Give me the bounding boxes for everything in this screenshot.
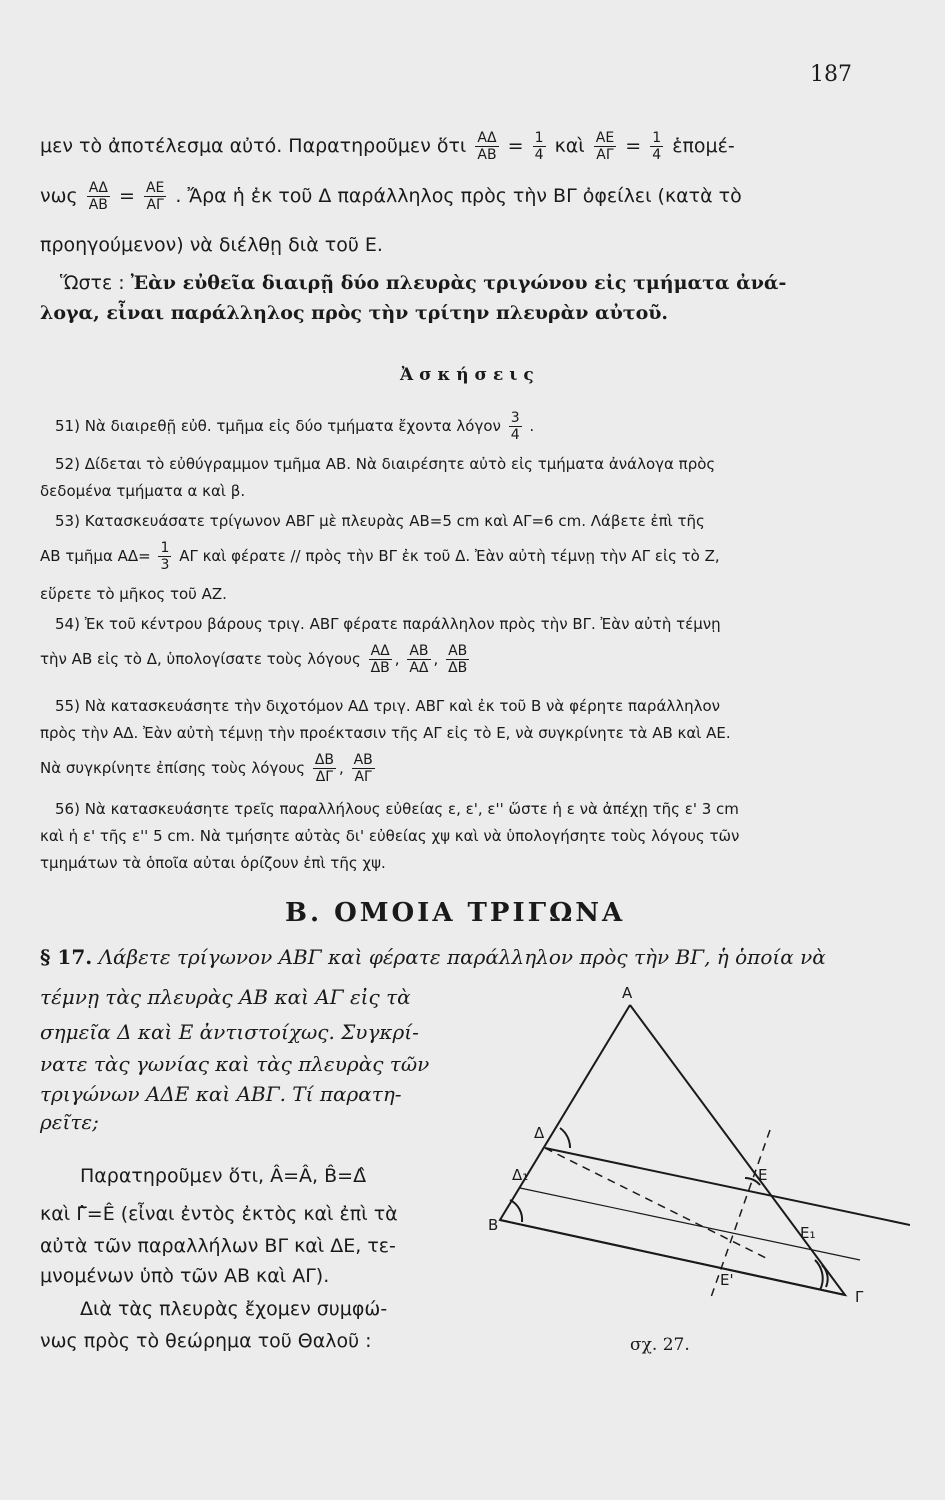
paragraph-17-line-6: ρεῖτε; bbox=[40, 1110, 99, 1134]
observation-line-2: καὶ Γ̂=Ê (εἶναι ἐντὸς ἐκτὸς καὶ ἐπὶ τὰ bbox=[40, 1203, 398, 1225]
paragraph-17-line-1: § 17. Λάβετε τρίγωνον ΑΒΓ καὶ φέρατε παράλληλον πρὸς τὴν ΒΓ, ἡ ὁποία νὰ bbox=[40, 945, 826, 969]
fraction-db-dg: $\frac{\Delta B}{\Delta\Gamma}$ bbox=[314, 752, 334, 785]
exercise-53-line-2: ΑΒ τμῆμα ΑΔ= $\frac{1}{3}$ ΑΓ καὶ φέρατε // πρὸς τὴν ΒΓ ἐκ τοῦ Δ. Ἐὰν αὐτὴ τέμνῃ τὴν ΑΓ εἰς τὸ Ζ, bbox=[40, 540, 720, 573]
label-e1: Ε₁ bbox=[800, 1224, 816, 1242]
exercise-55-line-3: Νὰ συγκρίνητε ἐπίσης τοὺς λόγους $\frac{\Delta B}{\Delta\Gamma}$ , $\frac{AB}{A\Gamma}$ bbox=[40, 752, 373, 785]
fraction-ad-ab: $\frac{A\Delta}{AB}$ bbox=[88, 180, 108, 213]
figure-27-triangle bbox=[470, 960, 910, 1360]
label-e-prime: Ε' bbox=[720, 1271, 734, 1289]
exercise-55-line-2: πρὸς τὴν ΑΔ. Ἐὰν αὐτὴ τέμνῃ τὴν προέκτασιν τῆς ΑΓ εἰς τὸ Ε, νὰ συγκρίνητε τὰ ΑΒ καὶ ΑΕ. bbox=[40, 724, 731, 742]
fraction-three-quarters: $\frac{3}{4}$ bbox=[510, 410, 520, 443]
fraction-one-quarter: $\frac{1}{4}$ bbox=[652, 130, 662, 163]
observation-line-4: μνομένων ὑπὸ τῶν ΑΒ καὶ ΑΓ). bbox=[40, 1265, 330, 1287]
fraction-one-quarter: $\frac{1}{4}$ bbox=[534, 130, 544, 163]
label-d: Δ bbox=[534, 1124, 545, 1142]
paragraph-17-line-4: νατε τὰς γωνίας καὶ τὰς πλευρὰς τῶν bbox=[40, 1052, 430, 1076]
fraction-ad-ab: $\frac{A\Delta}{AB}$ bbox=[477, 130, 497, 163]
section-title: Β. ΟΜΟΙΑ ΤΡΙΓΩΝΑ bbox=[285, 898, 626, 928]
text-line-2: νως $\frac{A\Delta}{AB}$ = $\frac{AE}{A\Gamma}$ . Ἄρα ἡ ἐκ τοῦ Δ παράλληλος πρὸς τὴν ΒΓ ὀφείλει (κατὰ τὸ bbox=[40, 180, 742, 213]
fraction-ab-ad: $\frac{AB}{A\Delta}$ bbox=[409, 643, 429, 676]
fraction-ad-db: $\frac{A\Delta}{\Delta B}$ bbox=[370, 643, 390, 676]
paragraph-17-line-3: σημεῖα Δ καὶ Ε ἀντιστοίχως. Συγκρί- bbox=[40, 1020, 419, 1044]
exercise-51: 51) Νὰ διαιρεθῇ εὐθ. τμῆμα εἰς δύο τμήματα ἔχοντα λόγον $\frac{3}{4}$ . bbox=[55, 410, 535, 443]
exercise-54-line-1: 54) Ἐκ τοῦ κέντρου βάρους τριγ. ΑΒΓ φέρατε παράλληλον πρὸς τὴν ΒΓ. Ἐὰν αὐτὴ τέμνῃ bbox=[55, 615, 721, 633]
label-b: Β bbox=[488, 1216, 499, 1234]
angle-mark-d bbox=[560, 1128, 570, 1148]
angle-mark-b bbox=[510, 1200, 522, 1222]
text-line-3: προηγούμενον) νὰ διέλθῃ διὰ τοῦ Ε. bbox=[40, 234, 383, 256]
fraction-ae-ag: $\frac{AE}{A\Gamma}$ bbox=[595, 130, 615, 163]
paragraph-17-line-2: τέμνῃ τὰς πλευρὰς ΑΒ καὶ ΑΓ εἰς τὰ bbox=[40, 985, 411, 1009]
label-a: Α bbox=[622, 984, 633, 1002]
exercise-52-line-2: δεδομένα τμήματα α καὶ β. bbox=[40, 482, 246, 500]
exercise-54-line-2: τὴν ΑΒ εἰς τὸ Δ, ὑπολογίσατε τοὺς λόγους $\frac{A\Delta}{\Delta B}$ , $\frac{AB}{A\Delta}$ , $\frac{AB}{\Delta B}$ bbox=[40, 643, 468, 676]
observation-line-1: Παρατηροῦμεν ὅτι, Â=Â, B̂=Δ̂ bbox=[80, 1165, 367, 1187]
side-bg bbox=[500, 1220, 845, 1295]
exercise-55-line-1: 55) Νὰ κατασκευάσητε τὴν διχοτόμον ΑΔ τριγ. ΑΒΓ καὶ ἐκ τοῦ Β νὰ φέρητε παράλληλον bbox=[55, 697, 721, 715]
fraction-ab-db: $\frac{AB}{\Delta B}$ bbox=[448, 643, 468, 676]
page-number: 187 bbox=[810, 62, 852, 87]
fraction-ae-ag: $\frac{AE}{A\Gamma}$ bbox=[145, 180, 165, 213]
exercise-56-line-3: τμημάτων τὰ ὁποῖα αὐται ὁρίζουν ἐπὶ τῆς χψ. bbox=[40, 854, 386, 872]
text-run: μεν τὸ ἀποτέλεσμα αὐτό. Παρατηροῦμεν ὅτι bbox=[40, 135, 467, 157]
exercise-53-line-3: εὕρετε τὸ μῆκος τοῦ ΑΖ. bbox=[40, 585, 227, 603]
theorem-line-2: λογα, εἶναι παράλληλος πρὸς τὴν τρίτην πλευρὰν αὐτοῦ. bbox=[40, 302, 669, 324]
exercise-52-line-1: 52) Δίδεται τὸ εὐθύγραμμον τμῆμα ΑΒ. Νὰ διαιρέσητε αὐτὸ εἰς τμήματα ἀνάλογα πρὸς bbox=[55, 455, 716, 473]
label-e: Ε bbox=[758, 1166, 768, 1184]
text-line-1: μεν τὸ ἀποτέλεσμα αὐτό. Παρατηροῦμεν ὅτι $\frac{A\Delta}{AB}$ = $\frac{1}{4}$ καὶ $\frac{AE}{A\Gamma}$ = $\frac{1}{4}$ ἑπομέ- bbox=[40, 130, 735, 163]
parallel-line-de bbox=[545, 1148, 910, 1225]
exercise-56-line-1: 56) Νὰ κατασκευάσητε τρεῖς παραλλήλους εὐθείας ε, ε', ε'' ὥστε ἡ ε νὰ ἀπέχῃ τῆς ε' 3 cm bbox=[55, 800, 739, 818]
fraction-ab-ag: $\frac{AB}{A\Gamma}$ bbox=[353, 752, 373, 785]
dashed-line-e-eprime bbox=[710, 1130, 770, 1300]
figure-caption: σχ. 27. bbox=[630, 1335, 690, 1355]
exercise-53-line-1: 53) Κατασκευάσατε τρίγωνον ΑΒΓ μὲ πλευρὰς ΑΒ=5 cm καὶ ΑΓ=6 cm. Λάβετε ἐπὶ τῆς bbox=[55, 512, 705, 530]
observation-line-6: νως πρὸς τὸ θεώρημα τοῦ Θαλοῦ : bbox=[40, 1330, 372, 1352]
label-d1: Δ₁ bbox=[512, 1166, 529, 1184]
exercises-heading: Ἀ σ κ ή σ ε ι ς bbox=[400, 365, 534, 385]
observation-line-5: Διὰ τὰς πλευρὰς ἔχομεν συμφώ- bbox=[80, 1298, 388, 1320]
fraction-one-third: $\frac{1}{3}$ bbox=[160, 540, 170, 573]
observation-line-3: αὐτὰ τῶν παραλλήλων ΒΓ καὶ ΔΕ, τε- bbox=[40, 1235, 396, 1257]
exercise-56-line-2: καὶ ἡ ε' τῆς ε'' 5 cm. Νὰ τμήσητε αὐτὰς δι' εὐθείας χψ καὶ νὰ ὑπολογήσητε τοὺς λόγους τῶν bbox=[40, 827, 740, 845]
theorem-line-1: Ὥστε : Ἐὰν εὐθεῖα διαιρῇ δύο πλευρὰς τριγώνου εἰς τμήματα ἀνά- bbox=[60, 272, 787, 294]
label-g: Γ bbox=[855, 1288, 864, 1306]
paragraph-17-line-5: τριγώνων ΑΔΕ καὶ ΑΒΓ. Τί παρατη- bbox=[40, 1082, 402, 1106]
dashed-line-d1-e1 bbox=[545, 1148, 770, 1260]
